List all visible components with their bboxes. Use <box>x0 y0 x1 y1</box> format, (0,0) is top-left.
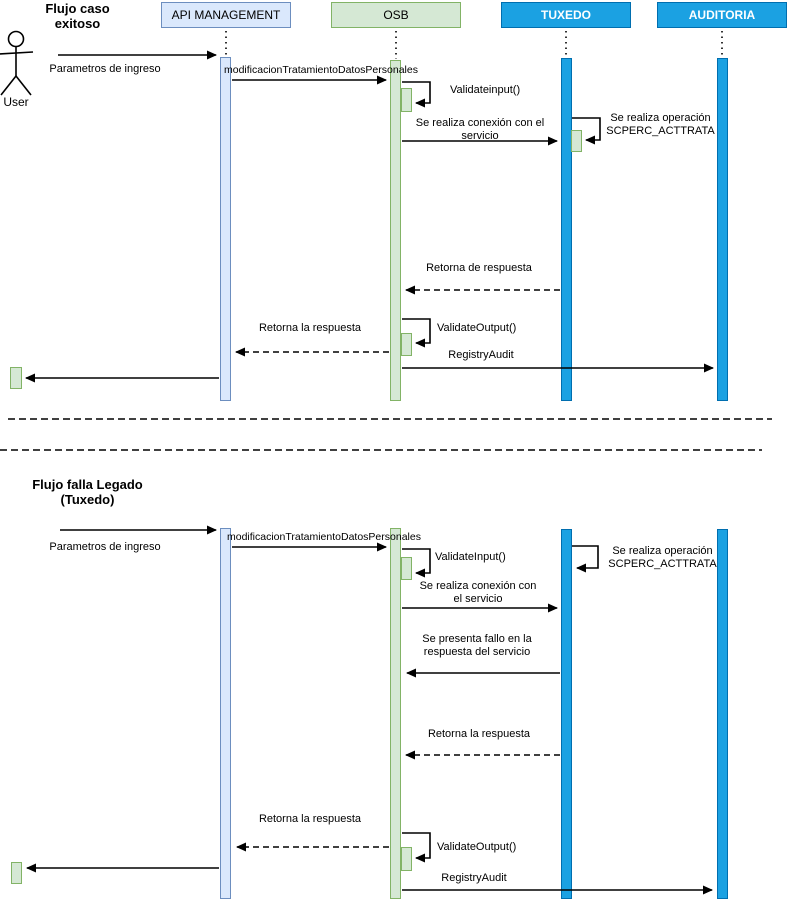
activation-api-bottom <box>220 528 231 899</box>
lifelines-dotted <box>226 31 722 59</box>
subactivation-osb-validateinput-bottom <box>401 557 412 580</box>
top-section-title: Flujo caso exitoso <box>45 1 110 31</box>
msg-fail-bottom: Se presenta fallo en la respuesta del servicio <box>422 633 532 658</box>
msg-operation-top: modificacionTratamientoDatosPersonales <box>224 64 418 76</box>
participant-osb: OSB <box>331 2 461 28</box>
msg-validateoutput-top: ValidateOutput() <box>437 322 517 334</box>
activation-auditoria-top <box>717 58 728 401</box>
msg-registryaudit-bottom: RegistryAudit <box>441 872 507 884</box>
activation-api-top <box>220 57 231 401</box>
participant-api-management: API MANAGEMENT <box>161 2 291 28</box>
subactivation-osb-validateoutput-top <box>401 333 412 356</box>
activation-tuxedo-bottom <box>561 529 572 899</box>
msg-validateinput-top: Validateinput() <box>450 84 521 96</box>
activation-osb-bottom <box>390 528 401 899</box>
arrow-tuxedo-op-bottom <box>572 546 598 568</box>
msg-tuxedo-op-top: Se realiza operación SCPERC_ACTTRATA <box>606 112 715 137</box>
subactivation-osb-validateoutput-bottom <box>401 847 412 871</box>
msg-return-resp-top: Retorna de respuesta <box>426 262 532 274</box>
user-actor-icon <box>0 32 33 96</box>
activation-tuxedo-top <box>561 58 572 401</box>
msg-operation-bottom: modificacionTratamientoDatosPersonales <box>227 531 421 543</box>
msg-return-resp2-top: Retorna la respuesta <box>258 322 362 334</box>
user-actor-label: User <box>3 95 29 109</box>
subactivation-osb-validateinput-top <box>401 88 412 112</box>
activation-osb-top <box>390 60 401 401</box>
user-return-box-top <box>10 367 22 389</box>
user-return-box-bottom <box>11 862 22 884</box>
msg-connect-top: Se realiza conexión con el servicio <box>415 117 545 142</box>
msg-return-resp-bottom: Retorna la respuesta <box>427 728 531 740</box>
msg-params-bottom: Parametros de ingreso <box>49 541 161 553</box>
msg-validateoutput-bottom: ValidateOutput() <box>437 841 517 853</box>
section-separators <box>0 419 772 450</box>
participant-auditoria: AUDITORIA <box>657 2 787 28</box>
msg-params-top: Parametros de ingreso <box>49 63 161 75</box>
participant-tuxedo: TUXEDO <box>501 2 631 28</box>
subactivation-tuxedo-operation-top <box>571 130 582 152</box>
msg-registryaudit-top: RegistryAudit <box>448 349 514 361</box>
msg-return-resp2-bottom: Retorna la respuesta <box>258 813 362 825</box>
activation-auditoria-bottom <box>717 529 728 899</box>
bottom-section-title: Flujo falla Legado (Tuxedo) <box>32 477 143 507</box>
msg-connect-bottom: Se realiza conexión con el servicio <box>419 580 537 605</box>
msg-validateinput-bottom: ValidateInput() <box>435 551 506 563</box>
msg-tuxedo-op-bottom: Se realiza operación SCPERC_ACTTRATA <box>608 545 717 570</box>
